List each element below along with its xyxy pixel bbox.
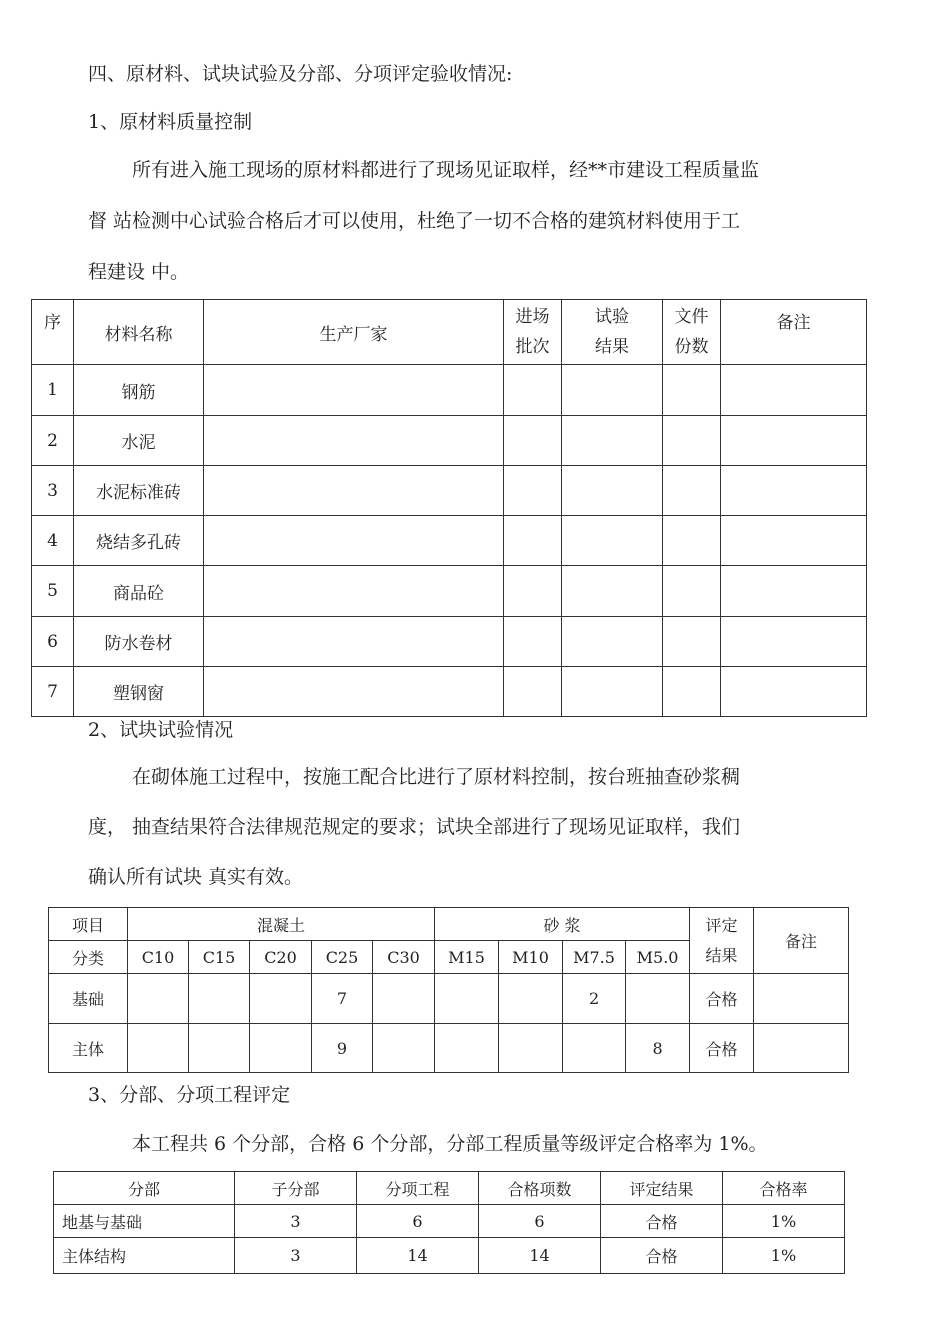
count-cell [373, 1024, 435, 1073]
table-row [32, 617, 867, 667]
seq-cell: 6 [32, 617, 74, 667]
header-row [54, 1172, 845, 1205]
row-name: 主体 [49, 1024, 128, 1073]
header-cell: 子分部 [235, 1172, 357, 1205]
material-cell: 塑钢窗 [74, 667, 204, 717]
empty-cell [562, 516, 663, 566]
seq-cell: 4 [32, 516, 74, 566]
empty-cell [721, 416, 867, 466]
empty-cell [721, 466, 867, 516]
empty-cell [204, 617, 504, 667]
header-remark: 备注 [721, 300, 867, 365]
seq-cell: 5 [32, 566, 74, 617]
header-file-copies: 文件 份数 [663, 300, 721, 365]
empty-cell [504, 416, 562, 466]
seq-cell: 2 [32, 416, 74, 466]
remark-cell [754, 974, 849, 1024]
empty-cell [204, 365, 504, 416]
count-cell [499, 974, 563, 1024]
header-manufacturer: 生产厂家 [204, 300, 504, 365]
cell: 1% [723, 1238, 845, 1274]
header-concrete: 混凝土 [128, 908, 435, 941]
cell: 6 [479, 1205, 601, 1238]
section-heading: 四、原材料、试块试验及分部、分项评定验收情况: [88, 63, 513, 85]
empty-cell [721, 516, 867, 566]
empty-cell [721, 617, 867, 667]
grade-header: M15 [435, 941, 499, 974]
header-seq: 序 [32, 300, 74, 365]
header-cell: 评定结果 [601, 1172, 723, 1205]
count-cell [435, 974, 499, 1024]
grade-header: C10 [128, 941, 189, 974]
table-row [32, 416, 867, 466]
count-cell [435, 1024, 499, 1073]
count-cell: 8 [626, 1024, 690, 1073]
count-cell [373, 974, 435, 1024]
material-cell: 商品砼 [74, 566, 204, 617]
cell: 14 [479, 1238, 601, 1274]
empty-cell [663, 466, 721, 516]
empty-cell [562, 617, 663, 667]
materials-header-row [32, 300, 867, 365]
division-name: 主体结构 [54, 1238, 235, 1274]
paragraph-line: 确认所有试块 真实有效。 [88, 866, 304, 888]
count-cell [189, 974, 250, 1024]
paragraph-line: 在砌体施工过程中，按施工配合比进行了原材料控制，按台班抽查砂浆稠 [132, 766, 741, 788]
count-cell [128, 1024, 189, 1073]
subsection-title-evaluation: 3、分部、分项工程评定 [88, 1084, 291, 1106]
header-remark: 备注 [754, 908, 849, 974]
paragraph-line: 所有进入施工现场的原材料都进行了现场见证取样，经**市建设工程质量监 [132, 159, 760, 181]
header-test-result: 试验 结果 [562, 300, 663, 365]
division-evaluation-table [53, 1171, 845, 1274]
material-cell: 水泥 [74, 416, 204, 466]
grade-header: M7.5 [563, 941, 626, 974]
header-cell: 合格项数 [479, 1172, 601, 1205]
header-cell: 合格率 [723, 1172, 845, 1205]
empty-cell [204, 516, 504, 566]
material-cell: 烧结多孔砖 [74, 516, 204, 566]
empty-cell [562, 365, 663, 416]
count-cell [250, 1024, 312, 1073]
empty-cell [721, 667, 867, 717]
cell: 14 [357, 1238, 479, 1274]
paragraph-line: 督 站检测中心试验合格后才可以使用，杜绝了一切不合格的建筑材料使用于工 [88, 210, 741, 232]
cell: 1% [723, 1205, 845, 1238]
paragraph-line: 程建设 中。 [88, 261, 190, 283]
header-row-top [49, 908, 849, 941]
grade-header: C25 [312, 941, 373, 974]
header-evaluation: 评定 结果 [690, 908, 754, 974]
subsection-title-test-blocks: 2、试块试验情况 [88, 719, 234, 741]
table-row [32, 466, 867, 516]
cell: 6 [357, 1205, 479, 1238]
cell: 合格 [601, 1205, 723, 1238]
count-cell [563, 1024, 626, 1073]
seq-cell: 7 [32, 667, 74, 717]
empty-cell [204, 466, 504, 516]
empty-cell [663, 566, 721, 617]
empty-cell [663, 516, 721, 566]
table-row [32, 365, 867, 416]
seq-cell: 1 [32, 365, 74, 416]
seq-cell: 3 [32, 466, 74, 516]
empty-cell [562, 466, 663, 516]
empty-cell [721, 566, 867, 617]
subsection-title-materials: 1、原材料质量控制 [88, 111, 253, 133]
header-material-name: 材料名称 [74, 300, 204, 365]
empty-cell [204, 667, 504, 717]
empty-cell [504, 667, 562, 717]
empty-cell [504, 365, 562, 416]
materials-table [31, 299, 867, 717]
table-row [54, 1205, 845, 1238]
grade-header: M5.0 [626, 941, 690, 974]
header-batch: 进场 批次 [504, 300, 562, 365]
cell: 3 [235, 1238, 357, 1274]
count-cell [189, 1024, 250, 1073]
count-cell: 7 [312, 974, 373, 1024]
header-item: 项目 [49, 908, 128, 941]
division-name: 地基与基础 [54, 1205, 235, 1238]
material-cell: 防水卷材 [74, 617, 204, 667]
empty-cell [663, 667, 721, 717]
header-cell: 分项工程 [357, 1172, 479, 1205]
header-mortar: 砂 浆 [435, 908, 690, 941]
paragraph-line: 本工程共 6 个分部，合格 6 个分部，分部工程质量等级评定合格率为 1%。 [132, 1133, 768, 1155]
grade-header: C30 [373, 941, 435, 974]
table-row [49, 1024, 849, 1073]
empty-cell [204, 566, 504, 617]
header-cell: 分部 [54, 1172, 235, 1205]
table-row [32, 516, 867, 566]
table-row [54, 1238, 845, 1274]
empty-cell [504, 466, 562, 516]
empty-cell [504, 566, 562, 617]
count-cell [499, 1024, 563, 1073]
cell: 合格 [601, 1238, 723, 1274]
remark-cell [754, 1024, 849, 1073]
empty-cell [562, 667, 663, 717]
grade-header: M10 [499, 941, 563, 974]
table-row [49, 974, 849, 1024]
count-cell: 9 [312, 1024, 373, 1073]
empty-cell [721, 365, 867, 416]
paragraph-line: 度， 抽查结果符合法律规范规定的要求；试块全部进行了现场见证取样，我们 [88, 816, 741, 838]
material-cell: 水泥标准砖 [74, 466, 204, 516]
count-cell [128, 974, 189, 1024]
count-cell [626, 974, 690, 1024]
empty-cell [663, 416, 721, 466]
evaluation-cell: 合格 [690, 974, 754, 1024]
empty-cell [504, 617, 562, 667]
empty-cell [562, 566, 663, 617]
empty-cell [562, 416, 663, 466]
empty-cell [663, 617, 721, 667]
cell: 3 [235, 1205, 357, 1238]
evaluation-cell: 合格 [690, 1024, 754, 1073]
table-row [32, 566, 867, 617]
grade-header: C20 [250, 941, 312, 974]
empty-cell [663, 365, 721, 416]
count-cell: 2 [563, 974, 626, 1024]
table-row [32, 667, 867, 717]
empty-cell [204, 416, 504, 466]
count-cell [250, 974, 312, 1024]
material-cell: 钢筋 [74, 365, 204, 416]
row-name: 基础 [49, 974, 128, 1024]
test-block-table [48, 907, 849, 1073]
header-class: 分类 [49, 941, 128, 974]
empty-cell [504, 516, 562, 566]
grade-header: C15 [189, 941, 250, 974]
